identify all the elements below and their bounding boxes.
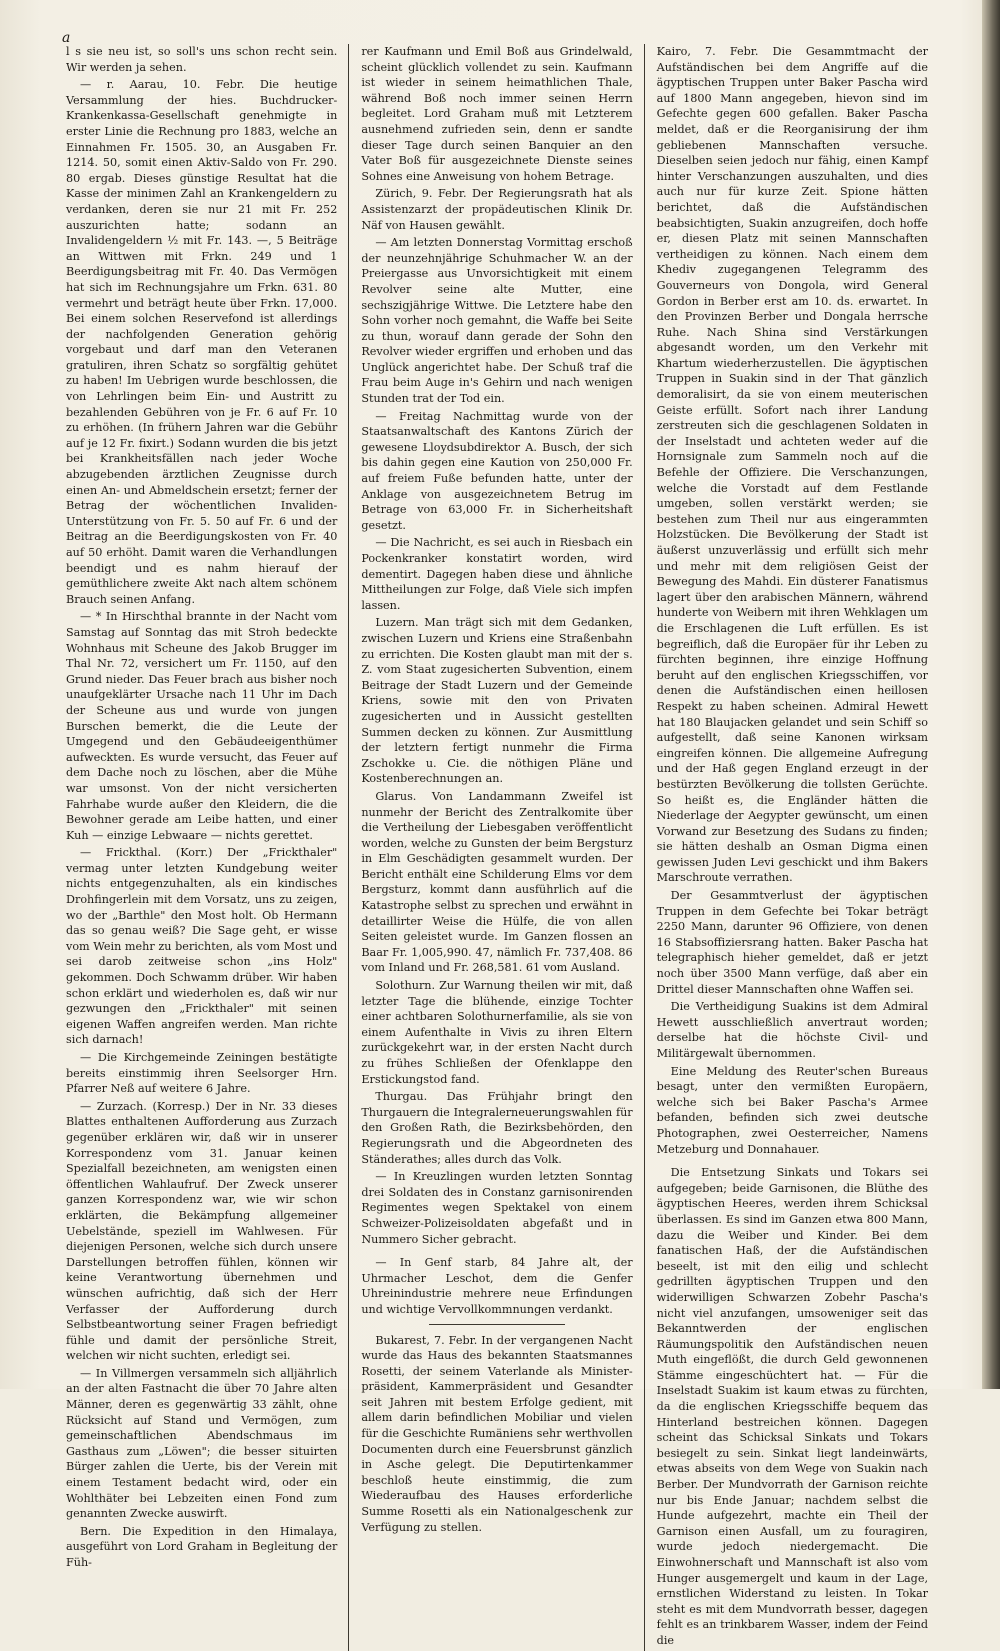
column-middle xyxy=(355,44,638,1651)
news-paragraph: — In Kreuzlingen wurden letzten Sonntag drei Soldaten des in Constanz garnisonirenden Regimentes wegen Spektakel von einem Schweizer-Polizeisoldaten abgefaßt und in Nummero Sicher gebracht. xyxy=(361,1170,633,1246)
news-paragraph: Luzern. Man trägt sich mit dem Gedanken, zwischen Luzern und Kriens eine Straßenbahn zu errichten. Die Kosten glaubt man mit der s. Z. vom Staat zugesicherten Subvention, einem Beitrage der Stadt Luzern und der Gemeinde Kriens, sowie mit den von Privaten zugesicherten und in Aussicht gestellten Summen decken zu können. Zur Ausmittlung der letztern fertigt nunmehr die Firma Zschokke u. Cie. die nöthigen Pläne und Kostenberechnungen an. xyxy=(361,616,633,786)
news-paragraph: — Zurzach. (Korresp.) Der in Nr. 33 dieses Blattes enthaltenen Aufforderung aus Zurzach gegenüber erklären wir, daß wir in unserer Korrespondenz vom 31. Januar keinen Spezialfall bezeichneten, am wenigsten einen öffentlichen Wahlaufruf. Der Zweck unserer ganzen Korrespondenz war, wie wir schon erklärten, die Bekämpfung allgemeiner Uebelstände, speziell im Wahlwesen. Für diejenigen Personen, welche sich durch unsere Darstellungen betroffen fühlen, können wir keine Verantwortung übernehmen und wünschen aufrichtig, daß sich der Herr Verfasser der Aufforderung durch Selbstbeantwortung seiner Fragen befriedigt fühle und damit der persönliche Streit, welchen wir nicht suchten, erledigt sei. xyxy=(66,1099,338,1363)
news-paragraph: Kairo, 7. Febr. Die Gesammtmacht der Aufständischen bei dem Angriffe auf die ägyptischen Truppen unter Baker Pascha wird auf 1800 Mann angegeben, hievon sind im Gefechte gegen 600 gefallen. Baker Pascha meldet, daß er die Reorganisirung der ihm gebliebenen Mannschaften versuche. Dieselben seien jedoch nur fähig, einen Kampf hinter Verschanzungen auszuhalten, und dies auch nur für kurze Zeit. Spione hätten berichtet, daß die Aufständischen beabsichtigten, Suakin anzugreifen, doch hoffe er, diesen Platz mit seinen Mannschaften vertheidigen zu können. Nach einem dem Khediv zugegangenen Telegramm des Gouverneurs von Dongola, wird General Gordon in Berber erst am 10. ds. erwartet. In den Provinzen Berber und Dongala herrsche Ruhe. Nach Shina sind Verstärkungen abgesandt worden, um den Verkehr mit Khartum wiederherzustellen. Die ägyptischen Truppen in Suakin sind in der That gänzlich demoralisirt, da sie von einem meuterischen Geiste erfüllt. Sofort nach ihrer Landung zerstreuten sich die geschlagenen Soldaten in der Inselstadt und achteten weder auf die Hornsignale zum Sammeln noch auf die Befehle der Offiziere. Die Verschanzungen, welche die Vorstadt auf dem Festlande umgeben, sollen verstärkt werden; sie bestehen zum Theil nur aus eingerammten Holzstücken. Die Bevölkerung der Stadt ist äußerst unzuverlässig und erfüllt sich mehr und mehr mit dem religiösen Geist der Bewegung des Mahdi. Ein düsterer Fanatismus lagert über den arabischen Männern, während hunderte von Weibern mit ihren Wehklagen um die Erschlagenen die Luft erfüllen. Es ist begreiflich, daß die Europäer für ihr Leben zu fürchten beginnen, ihre einzige Hoffnung beruht auf den englischen Kriegsschiffen, vor denen die Aufständischen einen heillosen Respekt zu haben scheinen. Admiral Hewett hat 180 Blaujacken gelandet und sein Schiff so aufgestellt, daß seine Kanonen wirksam eingreifen können. Die allgemeine Aufregung und der Haß gegen England erzeugt in der bestürzten Bevölkerung die tollsten Gerüchte. So heißt es, die Engländer hätten die Niederlage der Aegypter gewünscht, um einen Vorwand zur Besetzung des Sudans zu finden; sie hätten deshalb an Osman Digma einen gewissen Juden Levi geschickt und ihm Bakers Marschroute verrathen. xyxy=(656,45,928,885)
column-right xyxy=(651,44,934,1651)
column-left xyxy=(60,44,343,1651)
news-paragraph: Zürich, 9. Febr. Der Regierungsrath hat als Assistenzarzt der propädeutischen Klinik Dr. Näf von Hausen gewählt. xyxy=(361,187,633,232)
news-paragraph: — Frickthal. (Korr.) Der „Frickthaler" vermag unter letzten Kundgebung weiter nichts entgegenzuhalten, als ein kindisches Drohfingerlein mit dem Vorsatz, uns zu zeigen, wo der „Barthle" den Most holt. Ob Hermann das so genau weiß? Die Sage geht, er wisse vom Wein mehr zu berichten, als vom Most und sei darob zeitweise schon „ins Holz" gekommen. Doch Schwamm drüber. Wir haben schon erklärt und wiederholen es, daß wir nur gezwungen den „Frickthaler" mit seinen eigenen Waffen angreifen werden. Man richte sich darnach! xyxy=(66,846,338,1047)
news-paragraph: — Die Kirchgemeinde Zeiningen bestätigte bereits einstimmig ihren Seelsorger Hrn. Pfarrer Neß auf weitere 6 Jahre. xyxy=(66,1051,338,1096)
page-mark: a xyxy=(62,30,71,46)
news-paragraph: Bern. Die Expedition in den Himalaya, ausgeführt von Lord Graham in Begleitung der Füh- xyxy=(66,1524,338,1569)
news-paragraph: — In Genf starb, 84 Jahre alt, der Uhrmacher Leschot, dem die Genfer Uhreinindustrie mehrere neue Erfindungen und wichtige Vervollkommnungen verdankt. xyxy=(361,1256,633,1316)
news-paragraph: — In Villmergen versammeln sich alljährlich an der alten Fastnacht die über 70 Jahre alten Männer, deren es gegenwärtig 33 zählt, ohne Rücksicht auf Stand und Vermögen, zum gemeinschaftlichen Abendschmaus im Gasthaus zum „Löwen"; die besser situirten Bürger zahlen die Uerte, bis der Verein mit einem Testament bedacht wird, oder ein Wohlthäter bei Lebzeiten einen Fond zum genannten Zwecke auswirft. xyxy=(66,1366,338,1521)
news-paragraph: Eine Meldung des Reuter'schen Bureaus besagt, unter den vermißten Europäern, welche sich bei Baker Pascha's Armee befanden, befinden sich zwei deutsche Photographen, zwei Oesterreicher, Namens Metzeburg und Donnahauer. xyxy=(656,1064,928,1156)
article-columns xyxy=(60,44,934,1647)
news-paragraph: — * In Hirschthal brannte in der Nacht vom Samstag auf Sonntag das mit Stroh bedeckte Wohnhaus mit Scheune des Jakob Brugger im Thal Nr. 72, versichert um Fr. 1150, auf den Grund nieder. Das Feuer brach aus bisher noch unaufgeklärter Ursache nach 11 Uhr im Dach der Scheune aus und wurde von jungen Burschen bemerkt, die die Leute der Umgegend und den Gebäudeeigenthümer aufweckten. Es wurde versucht, das Feuer auf dem Dache noch zu löschen, aber die Mühe war umsonst. Von der nicht versicherten Fahrhabe wurde außer den Kleidern, die die Bewohner gerade am Leibe hatten, und einer Kuh — einzige Lebwaare — nichts gerettet. xyxy=(66,610,338,842)
news-paragraph: Die Vertheidigung Suakins ist dem Admiral Hewett ausschließlich anvertraut worden; derselbe hat die höchste Civil- und Militärgewalt übernommen. xyxy=(656,1000,928,1060)
news-paragraph: — r. Aarau, 10. Febr. Die heutige Versammlung der hies. Buchdrucker-Krankenkassa-Gesellschaft genehmigte in erster Linie die Rechnung pro 1883, welche an Einnahmen Fr. 1505. 30, an Ausgaben Fr. 1214. 50, somit einen Aktiv-Saldo von Fr. 290. 80 ergab. Dieses günstige Resultat hat die Kasse der minimen Zahl an Krankengeldern zu verdanken, deren sie nur 21 mit Fr. 252 auszurichten hatte; sodann an Invalidengeldern ½ mit Fr. 143. —, 5 Beiträge an Wittwen mit Frkn. 249 und 1 Beerdigungsbeitrag mit Fr. 40. Das Vermögen hat sich im Rechnungsjahre um Frkn. 631. 80 vermehrt und beträgt heute über Frkn. 17,000. Bei einem solchen Reservefond ist allerdings der nachfolgenden Generation gehörig vorgebaut und darf man den Veteranen gratuliren, ihren Schatz so sorgfältig gehütet zu haben! Im Uebrigen wurde beschlossen, die von Lehrlingen beim Ein- und Austritt zu bezahlenden Gebühren von je Fr. 6 auf Fr. 10 zu erhöhen. (In frühern Jahren war die Gebühr auf je 12 Fr. fixirt.) Sodann wurden die bis jetzt bei Krankheitsfällen nach jeder Woche abzugebenden ärztlichen Zeugnisse durch einen An- und Abmeldschein ersetzt; ferner der Betrag der wöchentlichen Invaliden-Unterstützung von Fr. 5. 50 auf Fr. 6 und der Beitrag an die Beerdigungskosten von Fr. 40 auf 50 erhöht. Damit waren die Verhandlungen beendigt und es nahm hierauf der gemüthlichere zweite Akt nach altem schönem Brauch seinen Anfang. xyxy=(66,78,338,606)
news-paragraph: — Freitag Nachmittag wurde von der Staatsanwaltschaft des Kantons Zürich der gewesene Lloydsubdirektor A. Busch, der sich bis dahin gegen eine Kaution von 250,000 Fr. auf freiem Fuße befunden hatte, unter der Anklage von ausgezeichnetem Betrug im Betrage von 63,000 Fr. in Sicherheitshaft gesetzt. xyxy=(361,409,633,532)
news-paragraph: — Am letzten Donnerstag Vormittag erschoß der neunzehnjährige Schuhmacher W. an der Preiergasse aus Unvorsichtigkeit mit einem Revolver seine alte Mutter, eine sechszigjährige Wittwe. Die Letztere habe den Sohn vorher noch gemahnt, die Waffe bei Seite zu thun, worauf dann gerade der Sohn den Revolver wieder ergriffen und erhoben und das Unglück angerichtet habe. Der Schuß traf die Frau beim Auge in's Gehirn und nach wenigen Stunden trat der Tod ein. xyxy=(361,236,633,406)
news-paragraph: Solothurn. Zur Warnung theilen wir mit, daß letzter Tage die blühende, einzige Tochter einer achtbaren Solothurnerfamilie, als sie von einem Aufenthalte in Vivis zu ihren Eltern zurückgekehrt war, in der ersten Nacht durch zu frühes Schließen der Ofenklappe den Erstickungstod fand. xyxy=(361,979,633,1086)
news-paragraph: Bukarest, 7. Febr. In der vergangenen Nacht wurde das Haus des bekannten Staatsmannes Rosetti, der seinem Vaterlande als Minister-präsident, Kammerpräsident und Gesandter seit Jahren mit bestem Erfolge gedient, mit allem darin befindlichen Mobiliar und vielen für die Geschichte Rumäniens sehr werthvollen Documenten durch eine Feuersbrunst gänzlich in Asche gelegt. Die Deputirtenkammer beschloß heute einstimmig, die zum Wiederaufbau des Hauses erforderliche Summe Rosetti als ein Nationalgeschenk zur Verfügung zu stellen. xyxy=(361,1333,633,1534)
news-paragraph: l s sie neu ist, so soll's uns schon recht sein. Wir werden ja sehen. xyxy=(66,45,338,74)
news-paragraph: Die Entsetzung Sinkats und Tokars sei aufgegeben; beide Garnisonen, die Blüthe des ägyptischen Heeres, werden ihrem Schicksal überlassen. Es sind im Ganzen etwa 800 Mann, dazu die Weiber und Kinder. Bei dem fanatischen Haß, der die Aufständischen beseelt, ist mit den eilig und schlecht gedrillten ägyptischen Truppen und den widerwilligen Schwarzen Zobehr Pascha's nicht viel anzufangen, umsoweniger seit das Bekanntwerden der englischen Räumungspolitik den Aufständischen neuen Muth eingeflößt, die durch Geld gewonnenen Stämme eingeschüchtert hat. — Für die Inselstadt Suakim ist kaum etwas zu fürchten, da die englischen Kriegsschiffe bequem das Hinterland bestreichen können. Dagegen scheint das Schicksal Sinkats und Tokars besiegelt zu sein. Sinkat liegt landeinwärts, etwas abseits von dem Wege von Suakin nach Berber. Der Mundvorrath der Garnison reichte nur bis Ende Januar; nachdem selbst die Hunde aufgezehrt, machte ein Theil der Garnison einen Ausfall, um zu fouragiren, wurde jedoch niedergemacht. Die Einwohnerschaft und Mannschaft ist also vom Hunger ausgemergelt und kaum in der Lage, ernstlichen Widerstand zu leisten. In Tokar steht es mit dem Mundvorrath besser, dagegen fehlt es an trinkbarem Wasser, indem der Feind die xyxy=(656,1166,928,1647)
news-paragraph: rer Kaufmann und Emil Boß aus Grindelwald, scheint glücklich vollendet zu sein. Kaufmann ist wieder in seinem heimathlichen Thale, während Boß noch immer seinen Herrn begleitet. Lord Graham muß mit Letzterem ausnehmend zufrieden sein, denn er sandte dieser Tage durch seinen Banquier an den Vater Boß für ausgezeichnete Dienste seines Sohnes eine Anweisung von hohem Betrage. xyxy=(361,45,633,183)
news-paragraph: Der Gesammtverlust der ägyptischen Truppen in dem Gefechte bei Tokar beträgt 2250 Mann, darunter 96 Offiziere, von denen 16 Stabsoffiziersrang hatten. Baker Pascha hat telegraphisch hieher gemeldet, daß er jetzt noch über 3500 Mann verfüge, daß aber ein Drittel dieser Mannschaften ohne Waffen sei. xyxy=(656,889,928,996)
news-paragraph: Thurgau. Das Frühjahr bringt den Thurgauern die Integralerneuerungswahlen für den Großen Rath, die Bezirksbehörden, den Regierungsrath und die Abgeordneten des Ständerathes; alles durch das Volk. xyxy=(361,1090,633,1166)
section-divider xyxy=(429,1324,565,1325)
news-paragraph: — Die Nachricht, es sei auch in Riesbach ein Pockenkranker konstatirt worden, wird dementirt. Dagegen haben diese und ähnliche Mittheilungen zur Folge, daß Viele sich impfen lassen. xyxy=(361,536,633,612)
news-paragraph: Glarus. Von Landammann Zweifel ist nunmehr der Bericht des Zentralkomite über die Vertheilung der Liebesgaben veröffentlicht worden, welche zu Gunsten der beim Bergsturz in Elm Geschädigten gesammelt wurden. Der Bericht enthält eine Schilderung Elms vor dem Bergsturz, kommt dann ausführlich auf die Katastrophe selbst zu sprechen und erwähnt in detaillirter Weise die Hülfe, die von allen Seiten geleistet wurde. Im Ganzen flossen an Baar Fr. 1,005,990. 47, nämlich Fr. 737,408. 86 vom Inland und Fr. 268,581. 61 vom Ausland. xyxy=(361,789,633,975)
